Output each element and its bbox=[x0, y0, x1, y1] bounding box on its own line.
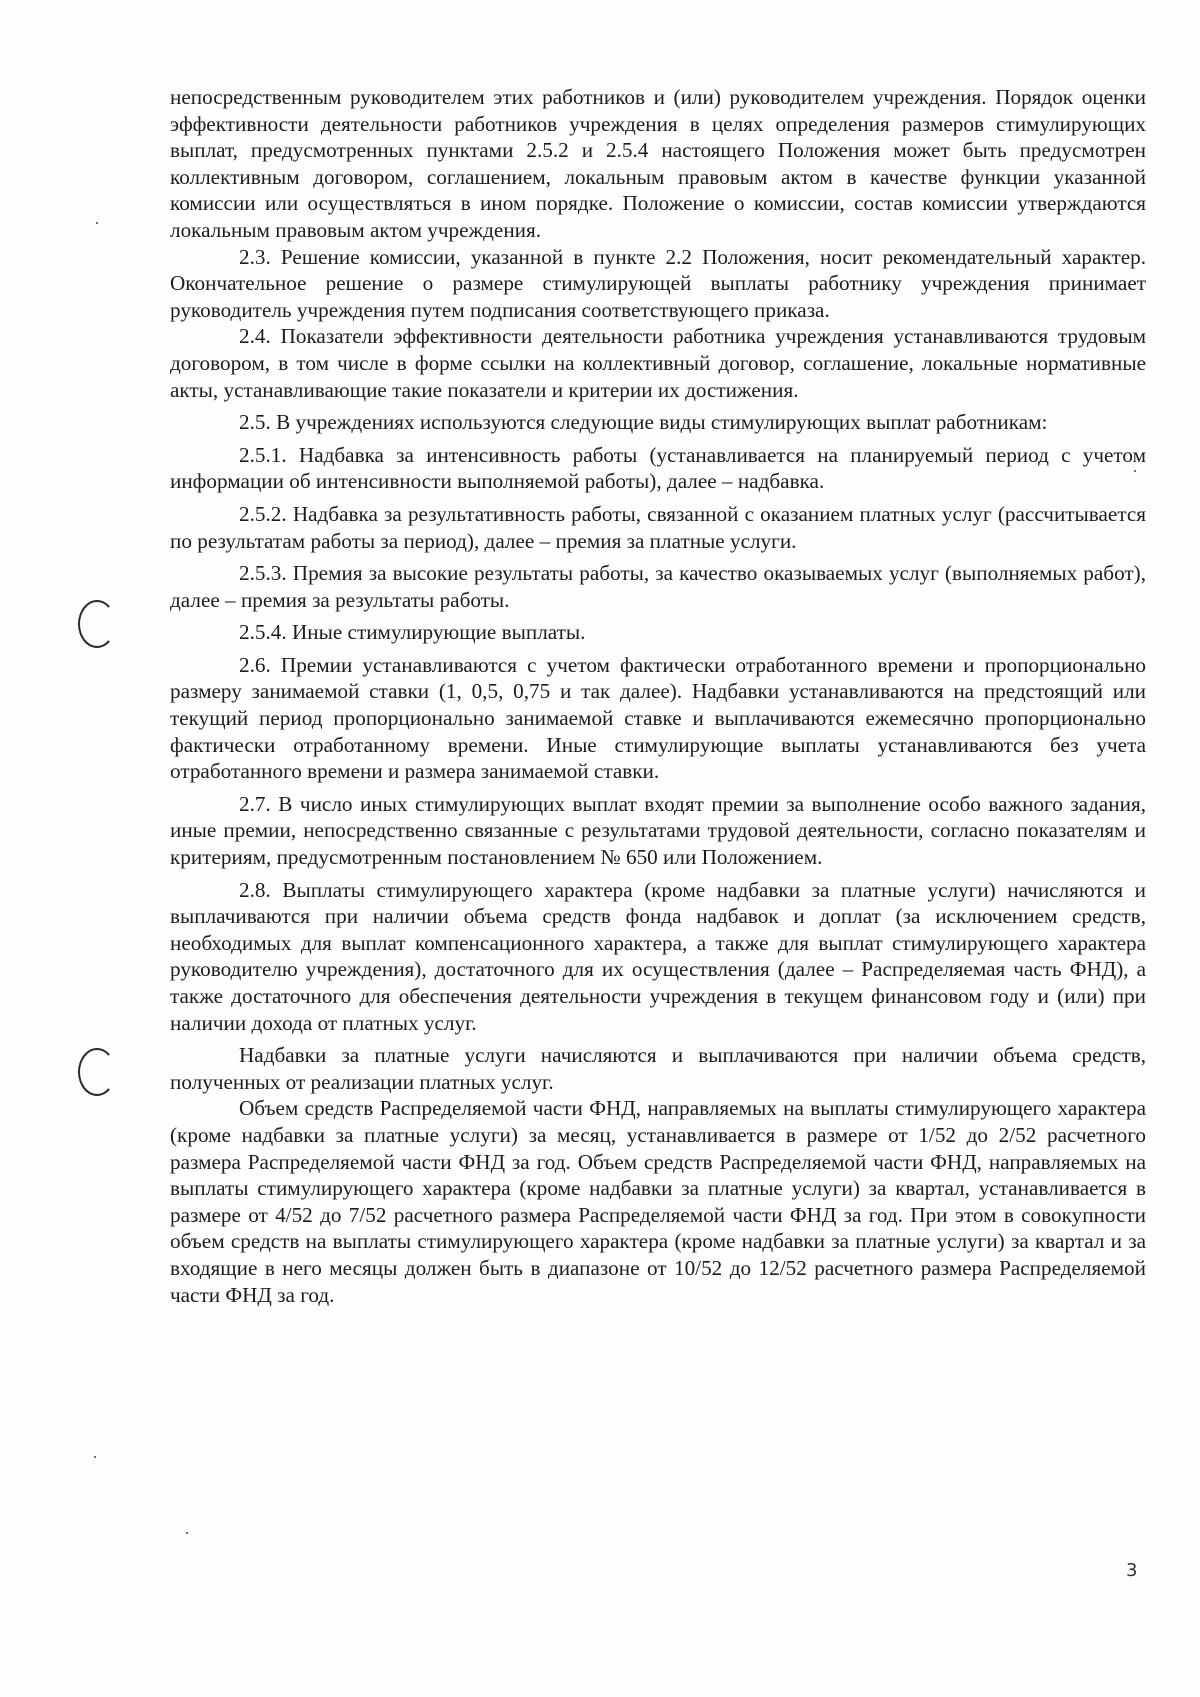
paragraph-2-7: 2.7. В число иных стимулирующих выплат входят премии за выполнение особо важного задания, иные премии, непосредственно связанные с результатами трудовой деятельности, согласно показателям и критериям, предусмотренным постановлением № 650 или Положением. bbox=[170, 791, 1146, 870]
paragraph-2-5-3: 2.5.3. Премия за высокие результаты работы, за качество оказываемых услуг (выполняемых работ), далее – премия за результаты работы. bbox=[170, 561, 1146, 612]
scan-speck bbox=[186, 1532, 188, 1534]
page-number: 3 bbox=[1126, 1560, 1138, 1581]
paragraph-fund-volume: Объем средств Распределяемой части ФНД, направляемых на выплаты стимулирующего характера (кроме надбавки за платные услуги) за месяц, устанавливается в размере от 1/52 до 2/52 расчетного размера Распределяемой части ФНД за год. Объем средств Распределяемой части ФНД, направляемых на выплаты стимулирующего характера (кроме надбавки за платные услуги) за квартал, устанавливается в размере от 4/52 до 7/52 расчетного размера Распределяемой части ФНД за год. При этом в совокупности объем средств на выплаты стимулирующего характера (кроме надбавки за платные услуги) за квартал и за входящие в него месяцы должен быть в диапазоне от 10/52 до 12/52 расчетного размера Распределяемой части ФНД за год. bbox=[170, 1096, 1146, 1307]
scan-speck bbox=[94, 1456, 96, 1458]
paragraph-2-5-2: 2.5.2. Надбавка за результативность работы, связанной с оказанием платных услуг (рассчитывается по результатам работы за период), далее – премия за платные услуги. bbox=[170, 501, 1146, 553]
scan-speck bbox=[96, 222, 98, 224]
punch-hole-mark bbox=[78, 600, 116, 648]
paragraph-2-4: 2.4. Показатели эффективности деятельности работника учреждения устанавливаются трудовым договором, в том числе в форме ссылки на коллективный договор, соглашение, локальные нормативные акты, устанавливающие такие показатели и критерии их достижения. bbox=[170, 324, 1146, 402]
punch-hole-mark bbox=[78, 1048, 116, 1096]
paragraph-paid-services: Надбавки за платные услуги начисляются и выплачиваются при наличии объема средств, полученных от реализации платных услуг. bbox=[170, 1043, 1146, 1094]
paragraph-2-5: 2.5. В учреждениях используются следующие виды стимулирующих выплат работникам: bbox=[239, 410, 1048, 435]
paragraph-2-5-1: 2.5.1. Надбавка за интенсивность работы (устанавливается на планируемый период с учетом информации об интенсивности выполняемой работы), далее – надбавка. bbox=[170, 442, 1146, 494]
paragraph-2-5-4: 2.5.4. Иные стимулирующие выплаты. bbox=[239, 620, 586, 645]
paragraph-2-3: 2.3. Решение комиссии, указанной в пункте 2.2 Положения, носит рекомендательный характер. Окончательное решение о размере стимулирующей выплаты работнику учреждения принимает руководитель учреждения путем подписания соответствующего приказа. bbox=[170, 244, 1146, 322]
paragraph-2-6: 2.6. Премии устанавливаются с учетом фактически отработанного времени и пропорционально размеру занимаемой ставки (1, 0,5, 0,75 и так далее). Надбавки устанавливаются на предстоящий или текущий период пропорционально занимаемой ставке и выплачиваются ежемесячно пропорционально фактически отработанному времени. Иные стимулирующие выплаты устанавливаются без учета отработанного времени и размера занимаемой ставки. bbox=[170, 652, 1146, 784]
paragraph-2-8: 2.8. Выплаты стимулирующего характера (кроме надбавки за платные услуги) начисляются и выплачиваются при наличии объема средств фонда надбавок и доплат (за исключением средств, необходимых для выплат компенсационного характера, а также для выплат стимулирующего характера руководителю учреждения), достаточного для их осуществления (далее – Распределяемая часть ФНД), а также достаточного для обеспечения деятельности учреждения в текущем финансовом году и (или) при наличии дохода от платных услуг. bbox=[170, 877, 1146, 1035]
document-body bbox=[170, 84, 1146, 1308]
paragraph-continuation: непосредственным руководителем этих работников и (или) руководителем учреждения. Порядок оценки эффективности деятельности работников учреждения в целях определения размеров стимулирующих выплат, предусмотренных пунктами 2.5.2 и 2.5.4 настоящего Положения может быть предусмотрен коллективным договором, соглашением, локальным правовым актом в качестве функции указанной комиссии или осуществляться в ином порядке. Положение о комиссии, состав комиссии утверждаются локальным правовым актом учреждения. bbox=[170, 85, 1146, 242]
